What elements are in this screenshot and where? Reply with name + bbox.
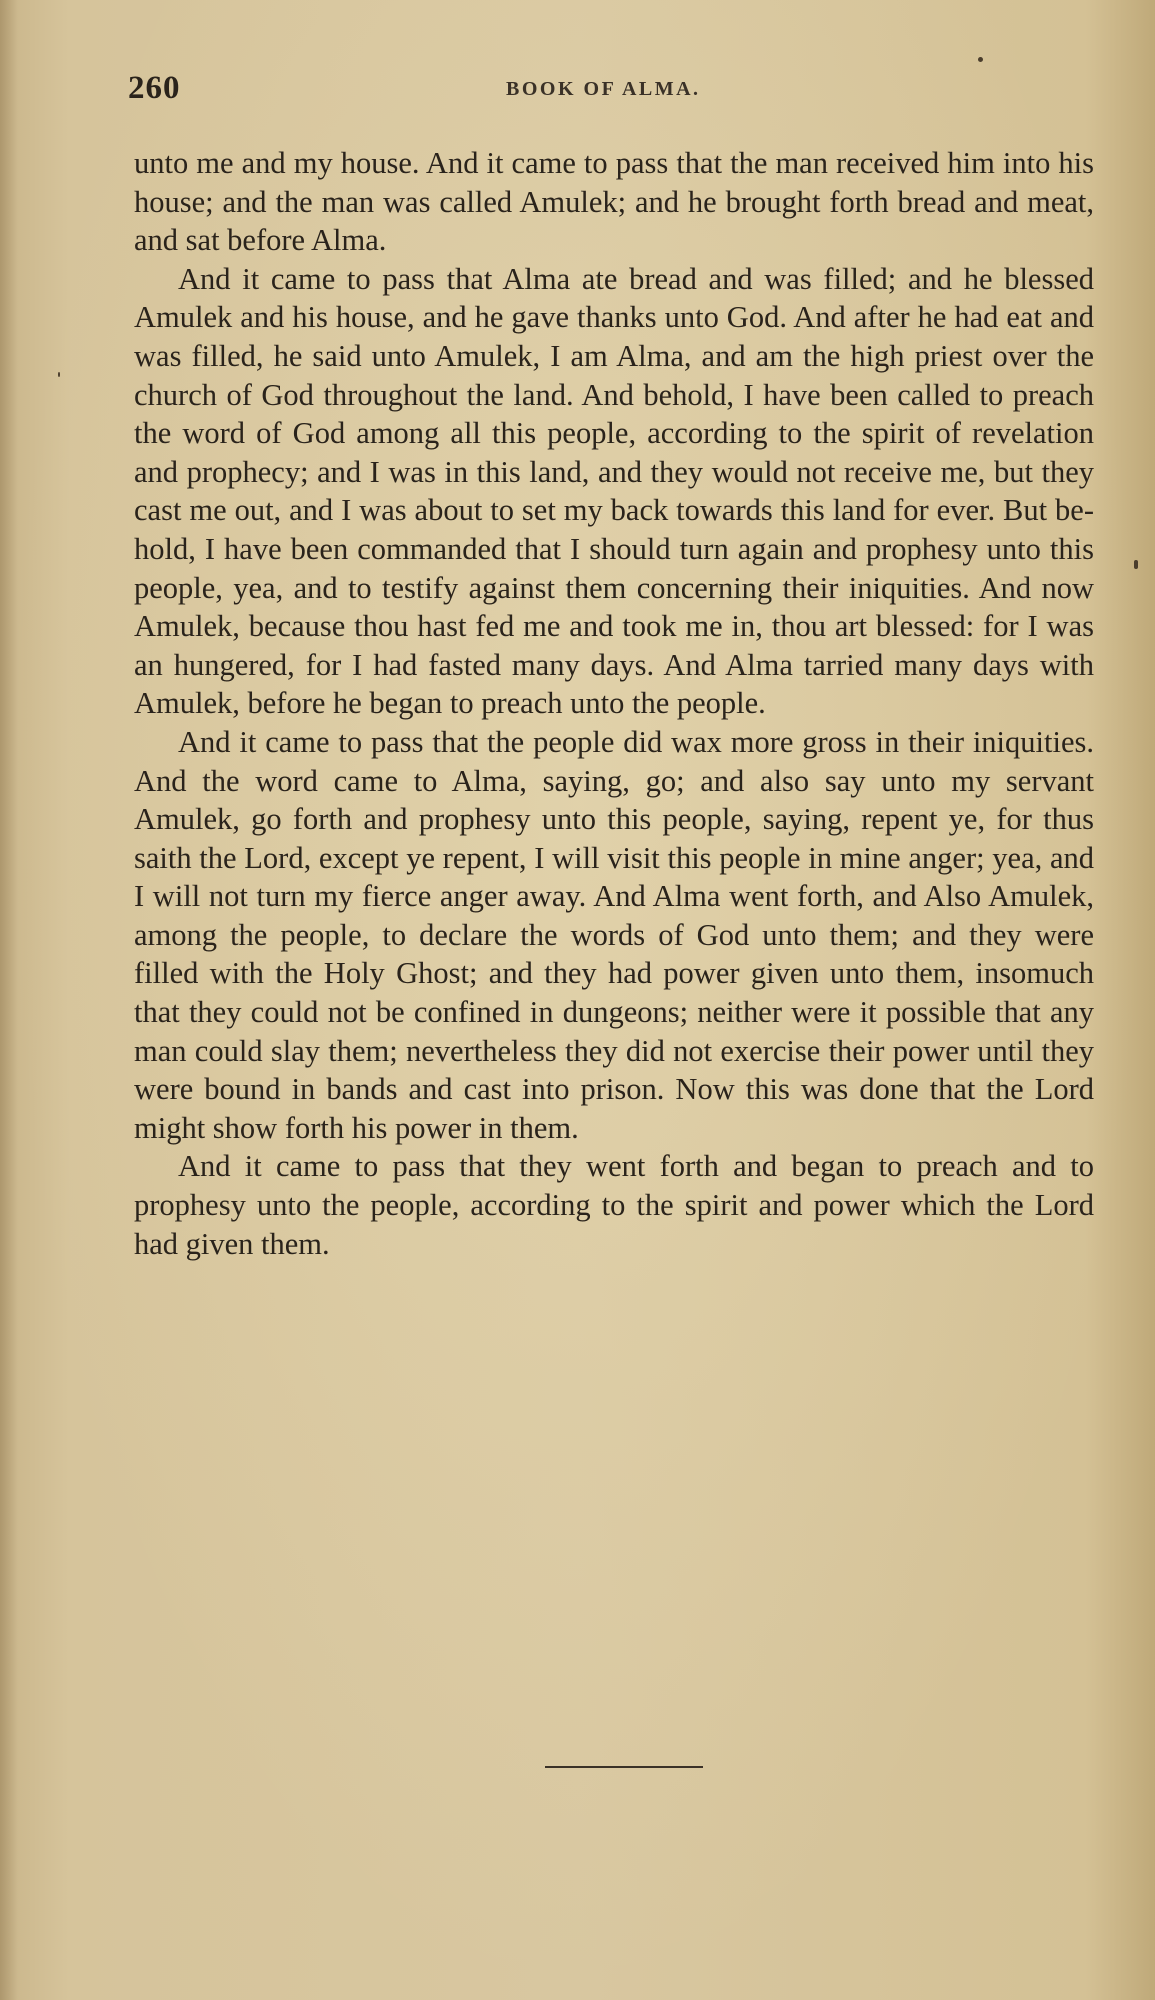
paragraph: And it came to pass that the people did wax more gross in their iniquities. And the word came to Alma, saying, go; and also say unto my servant Amulek, go forth and prophesy unto this people, saying, repent ye, for thus saith the Lord, except ye repent, I will visit this people in mine anger; yea, and I will not turn my fierce anger away. And Alma went forth, and Also Amulek, among the people, to declare the words of God unto them; and they were filled with the Holy Ghost; and they had power given unto them, insomuch that they could not be confined in dungeons; neither were it possible that any man could slay them; nevertheless they did not exercise their power until they were bound in bands and cast into prison. Now this was done that the Lord might show forth his power in them.: [134, 724, 1094, 1145]
running-title: BOOK OF ALMA.: [506, 78, 701, 100]
page-number: 260: [128, 70, 181, 106]
paragraph: And it came to pass that Alma ate bread and was filled; and he blessed Amulek and his house, and he gave thanks unto God. And after he had eat and was filled, he said unto Amulek, I am Alma, and am the high priest over the church of God throughout the land. And behold, I have been called to preach the word of God among all this people, according to the spirit of revelation and prophecy; and I was in this land, and they would not receive me, but they cast me out, and I was about to set my back towards this land for ever. But behold, I have been commanded that I should turn again and prophesy unto this people, yea, and to testify against them concerning their iniquities. And now Amulek, because thou hast fed me and took me in, thou art blessed: for I was an hungered, for I had fasted many days. And Alma tarried many days with Amulek, before he began to preach unto the people.: [134, 261, 1094, 721]
spine-shadow: [0, 0, 18, 2000]
paragraph: unto me and my house. And it came to pass that the man received him into his house; and the man was called Amulek; and he brought forth bread and meat, and sat before Alma.: [134, 146, 1094, 258]
ink-speck: [1134, 560, 1138, 569]
section-end-rule: [545, 1766, 703, 1768]
ink-speck: [58, 372, 60, 377]
running-head: [128, 70, 1108, 110]
ink-speck: [978, 57, 983, 62]
paragraph: And it came to pass that they went forth and began to preach and to prophesy unto the people, according to the spirit and power which the Lord had given them.: [134, 1149, 1094, 1261]
body-text: [134, 144, 1094, 1263]
